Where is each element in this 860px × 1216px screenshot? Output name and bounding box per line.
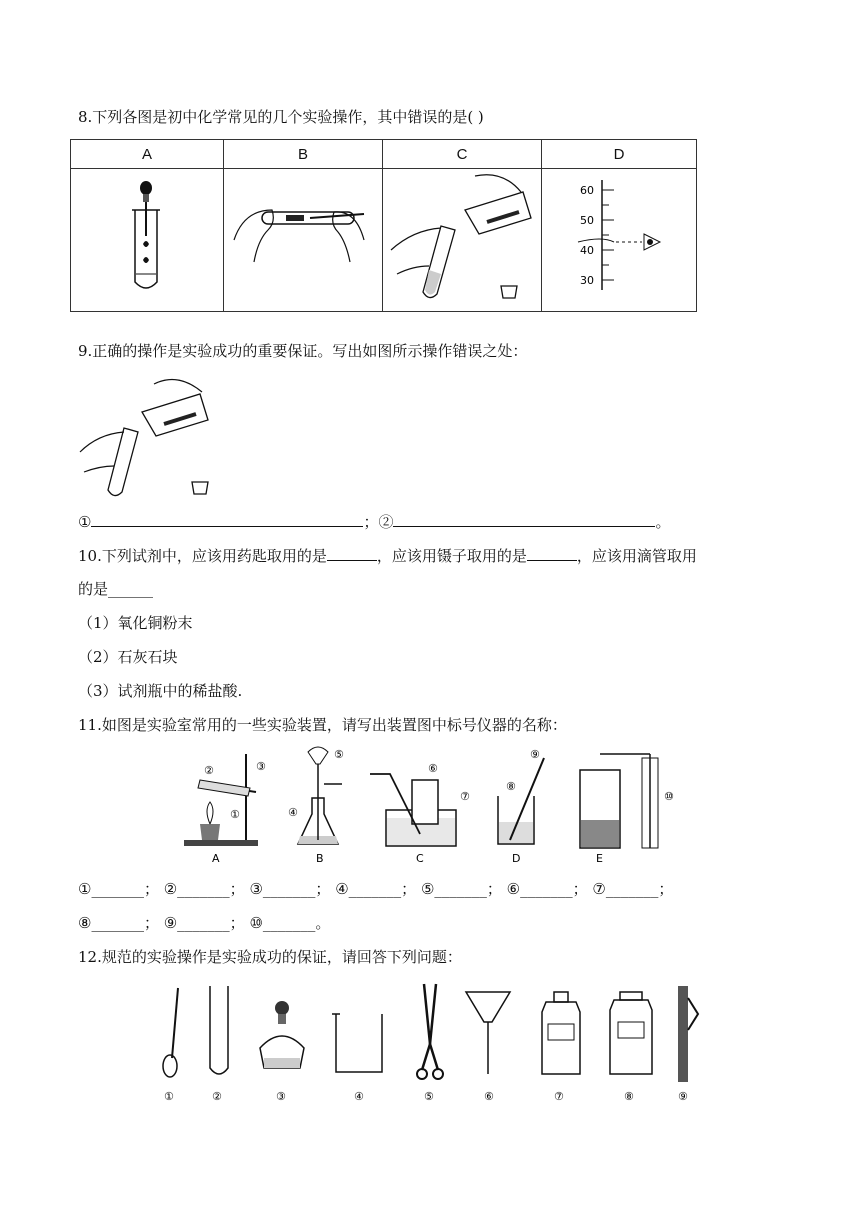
lab-apparatus-illustration xyxy=(180,744,680,866)
q9-answer-line xyxy=(78,510,671,533)
alcohol-lamp-instrument xyxy=(260,1001,304,1068)
instrument-label-5: ⑤ xyxy=(424,1090,434,1103)
callout-9: ⑨ xyxy=(530,748,540,761)
instrument-label-1: ① xyxy=(164,1090,174,1103)
q9-answer-blank-2[interactable] xyxy=(393,510,655,527)
apparatus-c xyxy=(370,762,470,865)
q9-stem: 9.正确的操作是实验成功的重要保证。写出如图所示操作错误之处： xyxy=(78,342,528,360)
apparatus-b-label: B xyxy=(316,852,324,865)
q10-item-3: （3）试剂瓶中的稀盐酸. xyxy=(78,682,243,700)
q10-stem-line-1 xyxy=(78,544,697,567)
pouring-liquid-illustration xyxy=(78,372,228,504)
apparatus-a-label: A xyxy=(212,852,220,865)
q8-option-b-figure xyxy=(224,169,383,312)
q11-answers-row-2 xyxy=(78,912,330,934)
q11-answer-4[interactable]: ④_______； xyxy=(335,880,417,898)
q10-blank-spoon[interactable] xyxy=(327,544,377,561)
q10-item-1: （1）氧化铜粉末 xyxy=(78,614,193,632)
spoon-instrument xyxy=(163,988,178,1077)
q11-answers-row-1 xyxy=(78,878,673,900)
dropper-test-tube-illustration xyxy=(71,170,221,310)
apparatus-a xyxy=(184,754,266,865)
instrument-label-6: ⑥ xyxy=(484,1090,494,1103)
instrument-label-2: ② xyxy=(212,1090,222,1103)
callout-4: ④ xyxy=(288,806,298,819)
q8-stem: 8.下列各图是初中化学常见的几个实验操作，其中错误的是( ) xyxy=(78,108,484,126)
q11-stem: 11.如图是实验室常用的一些实验装置，请写出装置图中标号仪器的名称： xyxy=(78,716,567,734)
q8-option-d-figure xyxy=(542,169,697,312)
narrow-mouth-bottle-instrument xyxy=(610,992,652,1074)
cylinder-tick-40: 40 xyxy=(580,244,594,257)
q11-answer-8[interactable]: ⑧_______； xyxy=(78,914,159,932)
beaker-instrument xyxy=(332,1014,382,1072)
q8-option-c-header: C xyxy=(383,140,542,169)
q8-option-a-header: A xyxy=(71,140,224,169)
instrument-label-4: ④ xyxy=(354,1090,364,1103)
q9-end: 。 xyxy=(655,513,671,531)
q8-option-a-figure xyxy=(71,169,224,312)
callout-3: ③ xyxy=(256,760,266,773)
q10-item-2: （2）石灰石块 xyxy=(78,648,178,666)
q11-answer-2[interactable]: ②_______； xyxy=(163,880,245,898)
apparatus-c-label: C xyxy=(416,852,424,865)
q10-stem-part-1: 10.下列试剂中，应该用药匙取用的是 xyxy=(78,547,327,565)
q12-stem: 12.规范的实验操作是实验成功的保证，请回答下列问题： xyxy=(78,948,462,966)
funnel-instrument xyxy=(466,992,510,1074)
q9-mark-1: ① xyxy=(78,513,92,531)
q10-stem-part-2: ，应该用镊子取用的是 xyxy=(376,547,527,565)
callout-1: ① xyxy=(230,808,240,821)
q11-answer-5[interactable]: ⑤_______； xyxy=(420,880,502,898)
callout-5: ⑤ xyxy=(334,748,344,761)
test-tube-clamp-instrument xyxy=(678,986,698,1082)
pouring-liquid-illustration xyxy=(383,170,539,310)
q11-answer-7[interactable]: ⑦_______； xyxy=(592,880,674,898)
apparatus-d-label: D xyxy=(512,852,521,865)
apparatus-b xyxy=(288,747,344,865)
q12-instruments-figure xyxy=(150,978,730,1108)
q11-answer-9[interactable]: ⑨_______； xyxy=(163,914,245,932)
instrument-label-8: ⑧ xyxy=(624,1090,634,1103)
wide-mouth-bottle-instrument xyxy=(542,992,580,1074)
q11-answer-3[interactable]: ③_______； xyxy=(249,880,331,898)
crucible-tongs-instrument xyxy=(417,984,443,1079)
callout-2: ② xyxy=(204,764,214,777)
q8-option-d-header: D xyxy=(542,140,697,169)
callout-7: ⑦ xyxy=(460,790,470,803)
instrument-label-3: ③ xyxy=(276,1090,286,1103)
apparatus-d xyxy=(498,748,544,865)
callout-8: ⑧ xyxy=(506,780,516,793)
q11-answer-1[interactable]: ①_______； xyxy=(78,880,159,898)
q10-stem-part-3: ，应该用滴管取用 xyxy=(576,547,697,565)
q8-option-b-header: B xyxy=(224,140,383,169)
q11-answer-6[interactable]: ⑥_______； xyxy=(506,880,588,898)
apparatus-e xyxy=(580,754,674,865)
callout-6: ⑥ xyxy=(428,762,438,775)
q8-options-table xyxy=(70,139,697,312)
instrument-label-9: ⑨ xyxy=(678,1090,688,1103)
instrument-label-7: ⑦ xyxy=(554,1090,564,1103)
q8-option-c-figure xyxy=(383,169,542,312)
cylinder-tick-50: 50 xyxy=(580,214,594,227)
graduated-cylinder-reading-illustration xyxy=(542,170,694,310)
q10-stem-line-2: 的是______ xyxy=(78,580,154,598)
q9-figure xyxy=(78,372,228,504)
q11-apparatus-figure xyxy=(180,744,680,866)
apparatus-e-label: E xyxy=(596,852,603,865)
cylinder-tick-60: 60 xyxy=(580,184,594,197)
test-tube-instrument xyxy=(210,986,228,1074)
callout-10: ⑩ xyxy=(664,790,674,803)
horizontal-test-tube-illustration xyxy=(224,170,380,310)
q9-separator: ； xyxy=(363,513,379,531)
lab-instruments-illustration xyxy=(150,978,730,1108)
q9-mark-2: ② xyxy=(378,513,394,531)
cylinder-tick-30: 30 xyxy=(580,274,594,287)
q11-answer-10[interactable]: ⑩_______。 xyxy=(249,914,331,932)
q9-answer-blank-1[interactable] xyxy=(91,510,363,527)
q10-blank-tweezers[interactable] xyxy=(527,544,577,561)
